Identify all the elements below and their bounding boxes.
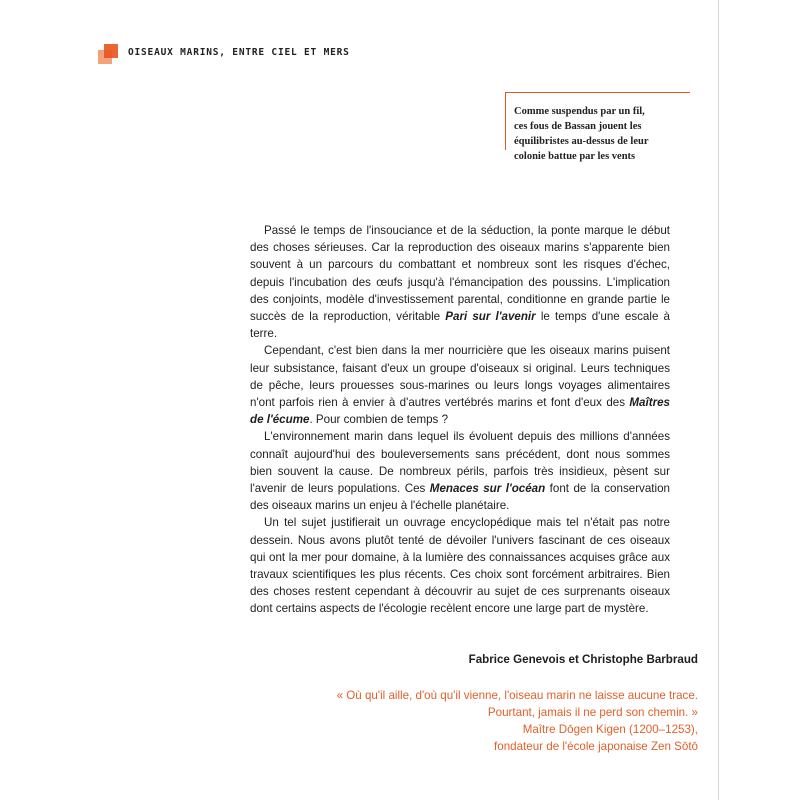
paragraph-1-text-b: le temps d'une escale à terre. xyxy=(250,310,670,341)
quote-line-2: Pourtant, jamais il ne perd son chemin. » xyxy=(487,706,698,719)
caption-line: colonie battue par les vents xyxy=(514,151,636,162)
photo-caption xyxy=(514,104,684,164)
paragraph-2 xyxy=(250,342,670,428)
paragraph-1 xyxy=(250,222,670,342)
paragraph-1-text-a: Passé le temps de l'insouciance et de la séduction, la ponte marque le début des choses sérieuses. Car la reproduction des oiseaux marins s'apparente bien souvent à un parcours du combattant et nombreux sont les risques d'échec, depuis l'incubation des œufs jusqu'à l'émancipation des poussins. L'implication des conjoints, modèle d'investissement parental, conditionne en grande partie le succès de la reproduction, véritable xyxy=(250,224,670,324)
quote-author: Maître Dōgen Kigen (1200–1253), xyxy=(522,723,698,736)
running-header xyxy=(98,44,350,68)
paragraph-2-text-b: . Pour combien de temps ? xyxy=(309,413,449,427)
paragraph-4: Un tel sujet justifierait un ouvrage encyclopédique mais tel n'était pas notre dessein. Nous avons plutôt tenté de dévoiler l'univers fascinant de ces oiseaux qui ont la mer pour domaine, à la lumière des connaissances acquises grâce aux travaux scientifiques les plus récents. Ces choix sont forcément arbitraires. Bien des choses restent cependant à découvrir au sujet de ces surprenants oiseaux dont certains aspects de l'écologie recèlent encore une large part de mystère. xyxy=(250,516,670,616)
author-signature: Fabrice Genevois et Christophe Barbraud xyxy=(468,653,698,666)
running-header-title: OISEAUX MARINS, ENTRE CIEL ET MERS xyxy=(128,47,350,58)
paragraph-2-text-a: Cependant, c'est bien dans la mer nourricière que les oiseaux marins puisent leur subsistance, faisant d'eux un groupe d'oiseaux si original. Leurs techniques de pêche, leurs prouesses sous-marines ou leurs longs voyages alimentaires n'ont parfois rien à envier à d'autres vertébrés marins et font d'eux des xyxy=(250,344,670,410)
chapter-ref-menaces-sur-locean: Menaces sur l'océan xyxy=(429,482,546,496)
quote-line-1: « Où qu'il aille, d'où qu'il vienne, l'oiseau marin ne laisse aucune trace. xyxy=(336,689,698,702)
caption-rule-horizontal xyxy=(505,92,690,93)
epigraph-quote xyxy=(337,687,698,755)
caption-line: ces fous de Bassan jouent les xyxy=(514,121,642,132)
main-text xyxy=(250,222,670,618)
paragraph-3-text-b: font de la conservation des oiseaux marins un enjeu à l'échelle planétaire. xyxy=(250,482,670,513)
page-edge-divider xyxy=(718,0,719,800)
chapter-ref-pari-sur-lavenir: Pari sur l'avenir xyxy=(445,310,536,324)
chapter-ref-maitres-de-lecume: Maîtres de l'écume xyxy=(250,396,670,427)
caption-rule-vertical xyxy=(505,92,506,150)
caption-line: Comme suspendus par un fil, xyxy=(514,106,645,117)
orange-squares-logo-icon xyxy=(98,44,120,66)
caption-line: équilibristes au-dessus de leur xyxy=(514,136,649,147)
quote-author-role: fondateur de l'école japonaise Zen Sōtō xyxy=(494,740,698,753)
paragraph-3-text-a: L'environnement marin dans lequel ils évoluent depuis des millions d'années connaît aujourd'hui des bouleversements sans précédent, dont nous sommes bien souvent la cause. De nombreux périls, parfois très insidieux, pèsent sur l'avenir de leurs populations. Ces xyxy=(250,430,670,496)
paragraph-3 xyxy=(250,428,670,514)
